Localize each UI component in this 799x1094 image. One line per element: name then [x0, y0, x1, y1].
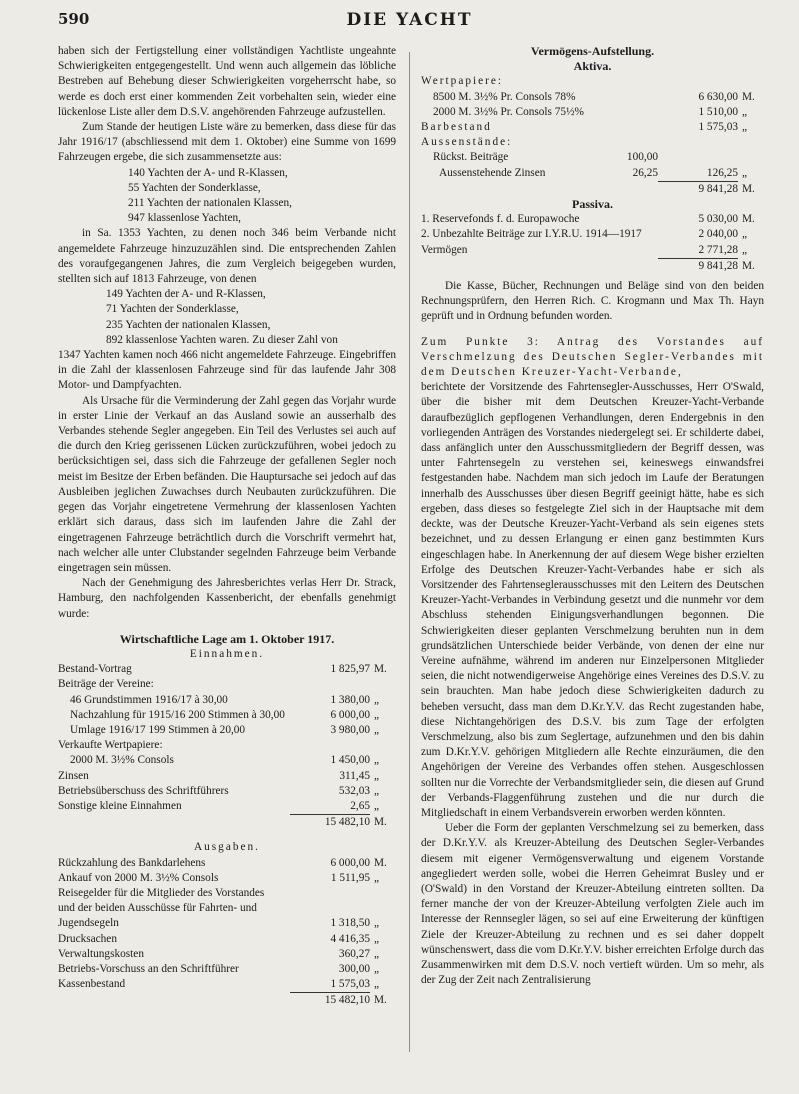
- page-header: [58, 8, 761, 34]
- expense-row: [58, 962, 396, 977]
- income-label: Nachzahlung für 1915/16 200 Stimmen à 30,00: [70, 708, 285, 721]
- income-amount: 311,45: [339, 769, 370, 782]
- aktiva-ledger: [421, 74, 764, 180]
- expense-row: [58, 856, 396, 871]
- income-row: [58, 708, 396, 723]
- left-column: [58, 44, 396, 1009]
- paragraph-intro: haben sich der Fertigstellung einer vollständigen Yachtliste ungeahnte Schwierigkeiten entgegengestellt. Und wenn auch allgemein das löbliche Bestreben auf Behebung dieser Schwierigkeiten vorgeherrscht habe, so werde es doch erst einer kommenden Zeit vorbehalten sein, wieder eine lückenlose Liste aller dem D.S.V. angehörenden Fahrzeuge aufzustellen.: [58, 45, 396, 118]
- aktiva-amount: 1 510,00: [698, 105, 738, 118]
- list-item: 235 Yachten der nationalen Klassen,: [106, 318, 271, 331]
- aktiva-label: 2000 M. 3½% Pr. Consols 75½%: [433, 105, 584, 118]
- expense-unit: „: [374, 962, 380, 975]
- paragraph-merger-report: berichtete der Vorsitzende des Fahrtensegler-Ausschusses, Herr O'Swald, über die bisher mit dem Deutschen Kreuzer-Yacht-Verbande daraufbezüglich gepflogenen Verhandlungen, deren Endergebnis in den vorliegenden Anträgen des Vorstandes niedergelegt sei. Er schilderte dabei, dass anfänglich unter den Ausschussmitgliedern der Begriff dessen, was unter Fahrtensegeln zu verstehen sei, keineswegs einwandsfrei festgestanden habe. Nachdem man sich jedoch im Laufe der Beratungen innerhalb des Ausschusses über diesen Begriff geeinigt hätte, habe es sich ergeben, dass dieses so festgelegte Ziel sich in der Hauptsache mit dem deckte, was der Deutsche Kreuzer-Yacht-Verband als sein eigenes stets bezeichnet, und zu dessen Erlangung er einen ganz bestimmten Kurs eingeschlagen habe. In Anerkennung der auf diesem Wege bisher erzielten Erfolge des Deutschen Kreuzer-Yacht-Verbandes habe er sich als Vorsitzender des Fahrtenseglerausschusses mit den Leitern des Deutschen Kreuzer-Yacht-Verbandes in Verbindung gesetzt und die nunmehr vor dem Abschluss stehenden Einigungsverhandlungen begonnen. Die Schwierigkeiten dieser geplanten Verschmelzung beruhten nun in dem grundsätzlichen Unterschiede beider Verbände, von denen der eine nur Vereine aufnähme, während im anderen nur Einzelpersonen Mitglieder seien, die nicht notwendigerweise Angehörige eines Vereines des D.S.V. zu sein brauchten. Man habe jedoch diese Schwierigkeiten dadurch zu beheben versucht, dass man dem D.Kr.Y.V. das Recht zugestanden habe, diese Nichtangehörigen des D.S.V. bis zum Tage der erfolgten Verschmelzung, also bis zum Seglertage, aufzunehmen und den bis dahin zum D.Kr.Y.V. gehörigen Mitgliedern alle Rechte einzuräumen, die den Angehörigen der Vereine des Verbandes offen stehen. Ausgeschlossen sollten nur die Vorrechte der Verbandsmitglieder sein, die diesen auf Grund der Verbands-Flaggenführung zustehen und die nur durch die Mitgliedschaft in einem Verbandsverein erworben werden könnten.: [421, 381, 764, 819]
- income-unit: „: [374, 784, 380, 797]
- aktiva-label: Aussenstehende Zinsen: [439, 166, 546, 179]
- income-row: [58, 784, 396, 799]
- passiva-label: 2. Unbezahlte Beiträge zur I.Y.R.U. 1914—1917: [421, 228, 642, 241]
- passiva-total-row: [421, 258, 764, 274]
- income-row: [58, 753, 396, 768]
- income-heading: Einnahmen.: [189, 647, 265, 660]
- expense-label: Betriebs-Vorschuss an den Schriftführer: [58, 962, 239, 975]
- paragraph-audit: Die Kasse, Bücher, Rechnungen und Beläge sind von den beiden Rechnungsprüfern, den Herren Rich. C. Krogmann und Max Th. Hayn geprüft und in Ordnung befunden worden.: [421, 280, 764, 323]
- passiva-unit: M.: [742, 213, 755, 226]
- expense-total-amount: 15 482,10: [290, 992, 370, 1008]
- passiva-amount: 2 771,28: [698, 243, 738, 256]
- expense-amount: 4 416,35: [330, 932, 370, 945]
- income-unit: „: [374, 754, 380, 767]
- expense-label: Kassenbestand: [58, 978, 126, 991]
- passiva-label: 1. Reservefonds f. d. Europawoche: [421, 213, 580, 226]
- expense-amount: 6 000,00: [330, 856, 370, 869]
- income-amount: 1 450,00: [330, 754, 370, 767]
- expense-ledger: [58, 856, 396, 993]
- paragraph-cash-report-intro: Nach der Genehmigung des Jahresberichtes verlas Herr Dr. Strack, Hamburg, den nachfolgenden Kassenbericht, der ebenfalls genehmigt wurde:: [58, 577, 396, 620]
- income-unit: „: [374, 723, 380, 736]
- paragraph-causes: Als Ursache für die Verminderung der Zahl gegen das Vorjahr wurde in erster Linie der Verkauf an das Ausland sowie an ausserhalb des Verbandes stehende Segler angegeben. Ein Teil des Verlustes sei auch auf die durch den Krieg gerissenen Lücken zurückzuführen, wobei jedoch zu berücksichtigen sei, dass sich die Fahrzeuge der gefallenen Segler noch meist im Besitze der Erben befänden. Die Hauptursache sei jedoch auf das Ausbleiben jeglichen Zuwachses durch Neubauten zurückzuführen. Die gegen das Vorjahr eingetretene Vermehrung der klassenlosen Yachten erklärt sich daraus, dass sich im laufenden Jahre die Zahl der eingetragenen Fahrzeuge beträchtlich durch die Vorschrift vermehrt hat, nach welcher alle unter Clubstander segelnden Fahrzeuge beim Verbande eingetragen sein müssen.: [58, 394, 396, 574]
- yacht-list-1916: [58, 166, 396, 227]
- aktiva-total-row: [421, 181, 764, 197]
- passiva-heading: Passiva.: [571, 197, 613, 212]
- expense-row: [58, 932, 396, 947]
- income-label: Beiträge der Vereine:: [58, 678, 154, 691]
- passiva-row: [421, 243, 764, 258]
- income-amount: 1 825,97: [330, 663, 370, 676]
- expense-row: [58, 871, 396, 886]
- expense-unit: „: [374, 871, 380, 884]
- passiva-row: [421, 212, 764, 227]
- expense-unit: „: [374, 947, 380, 960]
- income-total-row: [58, 814, 396, 830]
- aktiva-subamount: 100,00: [626, 151, 658, 164]
- passiva-total-unit: M.: [742, 259, 755, 272]
- aktiva-unit: „: [742, 105, 748, 118]
- aktiva-amount: 6 630,00: [698, 90, 738, 103]
- income-label: 46 Grundstimmen 1916/17 à 30,00: [70, 693, 228, 706]
- income-label: Zinsen: [58, 769, 89, 782]
- income-amount: 532,03: [338, 784, 370, 797]
- expense-row: [58, 886, 396, 901]
- income-label: Sonstige kleine Einnahmen: [58, 799, 182, 812]
- expense-label: Rückzahlung des Bankdarlehens: [58, 856, 206, 869]
- list-item: 140 Yachten der A- und R-Klassen,: [128, 166, 288, 179]
- column-divider: [409, 52, 410, 1052]
- income-amount: 2,65: [350, 799, 370, 812]
- income-total-amount: 15 482,10: [290, 814, 370, 830]
- list-item: 55 Yachten der Sonderklasse,: [128, 181, 261, 194]
- aktiva-unit: M.: [742, 90, 755, 103]
- aktiva-label: Wertpapiere:: [421, 75, 504, 88]
- expense-unit: M.: [374, 856, 387, 869]
- income-row: [58, 738, 396, 753]
- expense-label: Reisegelder für die Mitglieder des Vorstandes: [58, 886, 265, 899]
- running-title: DIE YACHT: [346, 10, 473, 30]
- aktiva-label: Rückst. Beiträge: [433, 151, 509, 164]
- aktiva-amount: 126,25: [706, 166, 738, 179]
- expense-label: und der beiden Ausschüsse für Fahrten- und: [58, 902, 257, 915]
- aktiva-row: [421, 105, 764, 120]
- income-unit: „: [374, 708, 380, 721]
- expense-total-row: [58, 992, 396, 1008]
- expense-row: [58, 916, 396, 931]
- income-row: [58, 693, 396, 708]
- income-ledger: [58, 662, 396, 814]
- aktiva-row: [421, 74, 764, 89]
- aktiva-amount: 1 575,03: [698, 121, 738, 134]
- aktiva-row: [421, 90, 764, 105]
- income-total-unit: M.: [374, 816, 387, 829]
- expense-amount: 1 511,95: [330, 871, 370, 884]
- income-unit: „: [374, 769, 380, 782]
- expense-row: [58, 977, 396, 992]
- expense-amount: 1 318,50: [330, 917, 370, 930]
- aktiva-label: 8500 M. 3½% Pr. Consols 78%: [433, 90, 576, 103]
- income-row: [58, 723, 396, 738]
- list-item: 71 Yachten der Sonderklasse,: [106, 303, 239, 316]
- expense-row: [58, 947, 396, 962]
- expense-label: Jugendsegeln: [58, 917, 119, 930]
- agenda-item-3-title: Zum Punkte 3: Antrag des Vorstandes auf Verschmelzung des Deutschen Segler-Verbandes mit dem Deutschen Kreuzer-Yacht-Verbande,: [421, 335, 764, 379]
- income-unit: „: [374, 799, 380, 812]
- income-unit: „: [374, 693, 380, 706]
- list-item: 892 klassenlose Yachten waren. Zu dieser Zahl von: [106, 333, 338, 346]
- income-label: Umlage 1916/17 199 Stimmen à 20,00: [70, 723, 246, 736]
- aktiva-row: [421, 135, 764, 150]
- aktiva-row: [421, 166, 764, 181]
- aktiva-unit: „: [742, 121, 748, 134]
- expense-heading: Ausgaben.: [193, 841, 260, 854]
- passiva-label: Vermögen: [421, 243, 468, 256]
- yacht-list-previous-year: [58, 287, 396, 348]
- income-row: [58, 799, 396, 814]
- passiva-ledger: [421, 212, 764, 258]
- income-amount: 6 000,00: [330, 708, 370, 721]
- income-label: Betriebsüberschuss des Schriftführers: [58, 784, 229, 797]
- aktiva-unit: „: [742, 166, 748, 179]
- list-item: 947 klassenlose Yachten,: [128, 212, 241, 225]
- aktiva-total-unit: M.: [742, 182, 755, 195]
- aktiva-total-amount: 9 841,28: [658, 181, 738, 197]
- paragraph-totals: in Sa. 1353 Yachten, zu denen noch 346 beim Verbande nicht angemeldete Fahrzeuge hinzuzuzählen sind. Die entsprechenden Zahlen des voraufgegangenen Jahres, die zum Vergleich beigegeben wurden, stellten sich auf 1813 Fahrzeuge, von denen: [58, 227, 396, 286]
- aktiva-heading: Aktiva.: [573, 59, 612, 74]
- income-label: Bestand-Vortrag: [58, 663, 132, 676]
- aktiva-row: [421, 150, 764, 165]
- expense-label: Drucksachen: [58, 932, 117, 945]
- expense-unit: „: [374, 932, 380, 945]
- expense-unit: „: [374, 917, 380, 930]
- right-column: [421, 44, 764, 988]
- income-row: [58, 662, 396, 677]
- passiva-unit: „: [742, 243, 748, 256]
- list-item: 211 Yachten der nationalen Klassen,: [128, 197, 292, 210]
- expense-amount: 360,27: [338, 947, 370, 960]
- paragraph-merger-form: Ueber die Form der geplanten Verschmelzung sei zu bemerken, dass der D.Kr.Y.V. als Kreuzer-Abteilung des Deutschen Segler-Verbandes diesem mit eigener Vermögensverwaltung und eigenem Vorstande angegliedert werden solle, wobei die Herren Geheimrat Busley und er (O'Swald) in den Vorstand der Kreuzer-Abteilung eintreten sollten. Da ferner manche der von der Kreuzer-Abteilung verfolgten Ziele auch im Interesse der Rennsegler lägen, so sei auf eine Erweiterung der künftigen Ziele der Kreuzer-Abteilung zu rechnen und es sei daher doppelt wünschenswert, dass die vom D.Kr.Y.V. bisher erreichten Erfolge durch das Zusammenwirken mit dem D.S.V. noch vertieft würden. Um so mehr, als der Zug der Zeit nach Zentralisierung: [421, 822, 764, 987]
- expense-row: [58, 901, 396, 916]
- expense-label: Ankauf von 2000 M. 3½% Consols: [58, 871, 219, 884]
- income-amount: 3 980,00: [330, 723, 370, 736]
- ledger-title: Wirtschaftliche Lage am 1. Oktober 1917.: [119, 631, 335, 646]
- expense-total-unit: M.: [374, 994, 387, 1007]
- passiva-row: [421, 227, 764, 242]
- income-unit: M.: [374, 663, 387, 676]
- paragraph-list-stand: Zum Stande der heutigen Liste wäre zu bemerken, dass diese für das Jahr 1916/17 (abschliessend mit dem 1. Oktober) eine Summe von 1699 Fahrzeugen ergebe, die sich zusammensetzte aus:: [58, 121, 396, 164]
- passiva-unit: „: [742, 228, 748, 241]
- passiva-total-amount: 9 841,28: [658, 258, 738, 274]
- aktiva-row: [421, 120, 764, 135]
- passiva-amount: 5 030,00: [698, 213, 738, 226]
- paragraph-unregistered: 1347 Yachten kamen noch 466 nicht angemeldete Fahrzeuge. Eingebriffen in die Zahl der klassenlosen Fahrzeuge sind für das laufende Jahr 308 Motor- und Dampfyachten.: [58, 349, 396, 392]
- income-row: [58, 677, 396, 692]
- income-label: Verkaufte Wertpapiere:: [58, 739, 163, 752]
- expense-unit: „: [374, 978, 380, 991]
- expense-label: Verwaltungskosten: [58, 947, 144, 960]
- passiva-amount: 2 040,00: [698, 228, 738, 241]
- aktiva-label: Aussenstände:: [421, 136, 513, 149]
- income-amount: 1 380,00: [330, 693, 370, 706]
- income-row: [58, 769, 396, 784]
- page-number: 590: [58, 10, 90, 28]
- list-item: 149 Yachten der A- und R-Klassen,: [106, 288, 266, 301]
- income-label: 2000 M. 3½% Consols: [70, 754, 174, 767]
- expense-amount: 1 575,03: [330, 978, 370, 991]
- aktiva-subamount: 26,25: [632, 166, 658, 179]
- expense-amount: 300,00: [338, 962, 370, 975]
- aktiva-label: Barbestand: [421, 121, 492, 134]
- balance-title: Vermögens-Aufstellung.: [530, 44, 655, 58]
